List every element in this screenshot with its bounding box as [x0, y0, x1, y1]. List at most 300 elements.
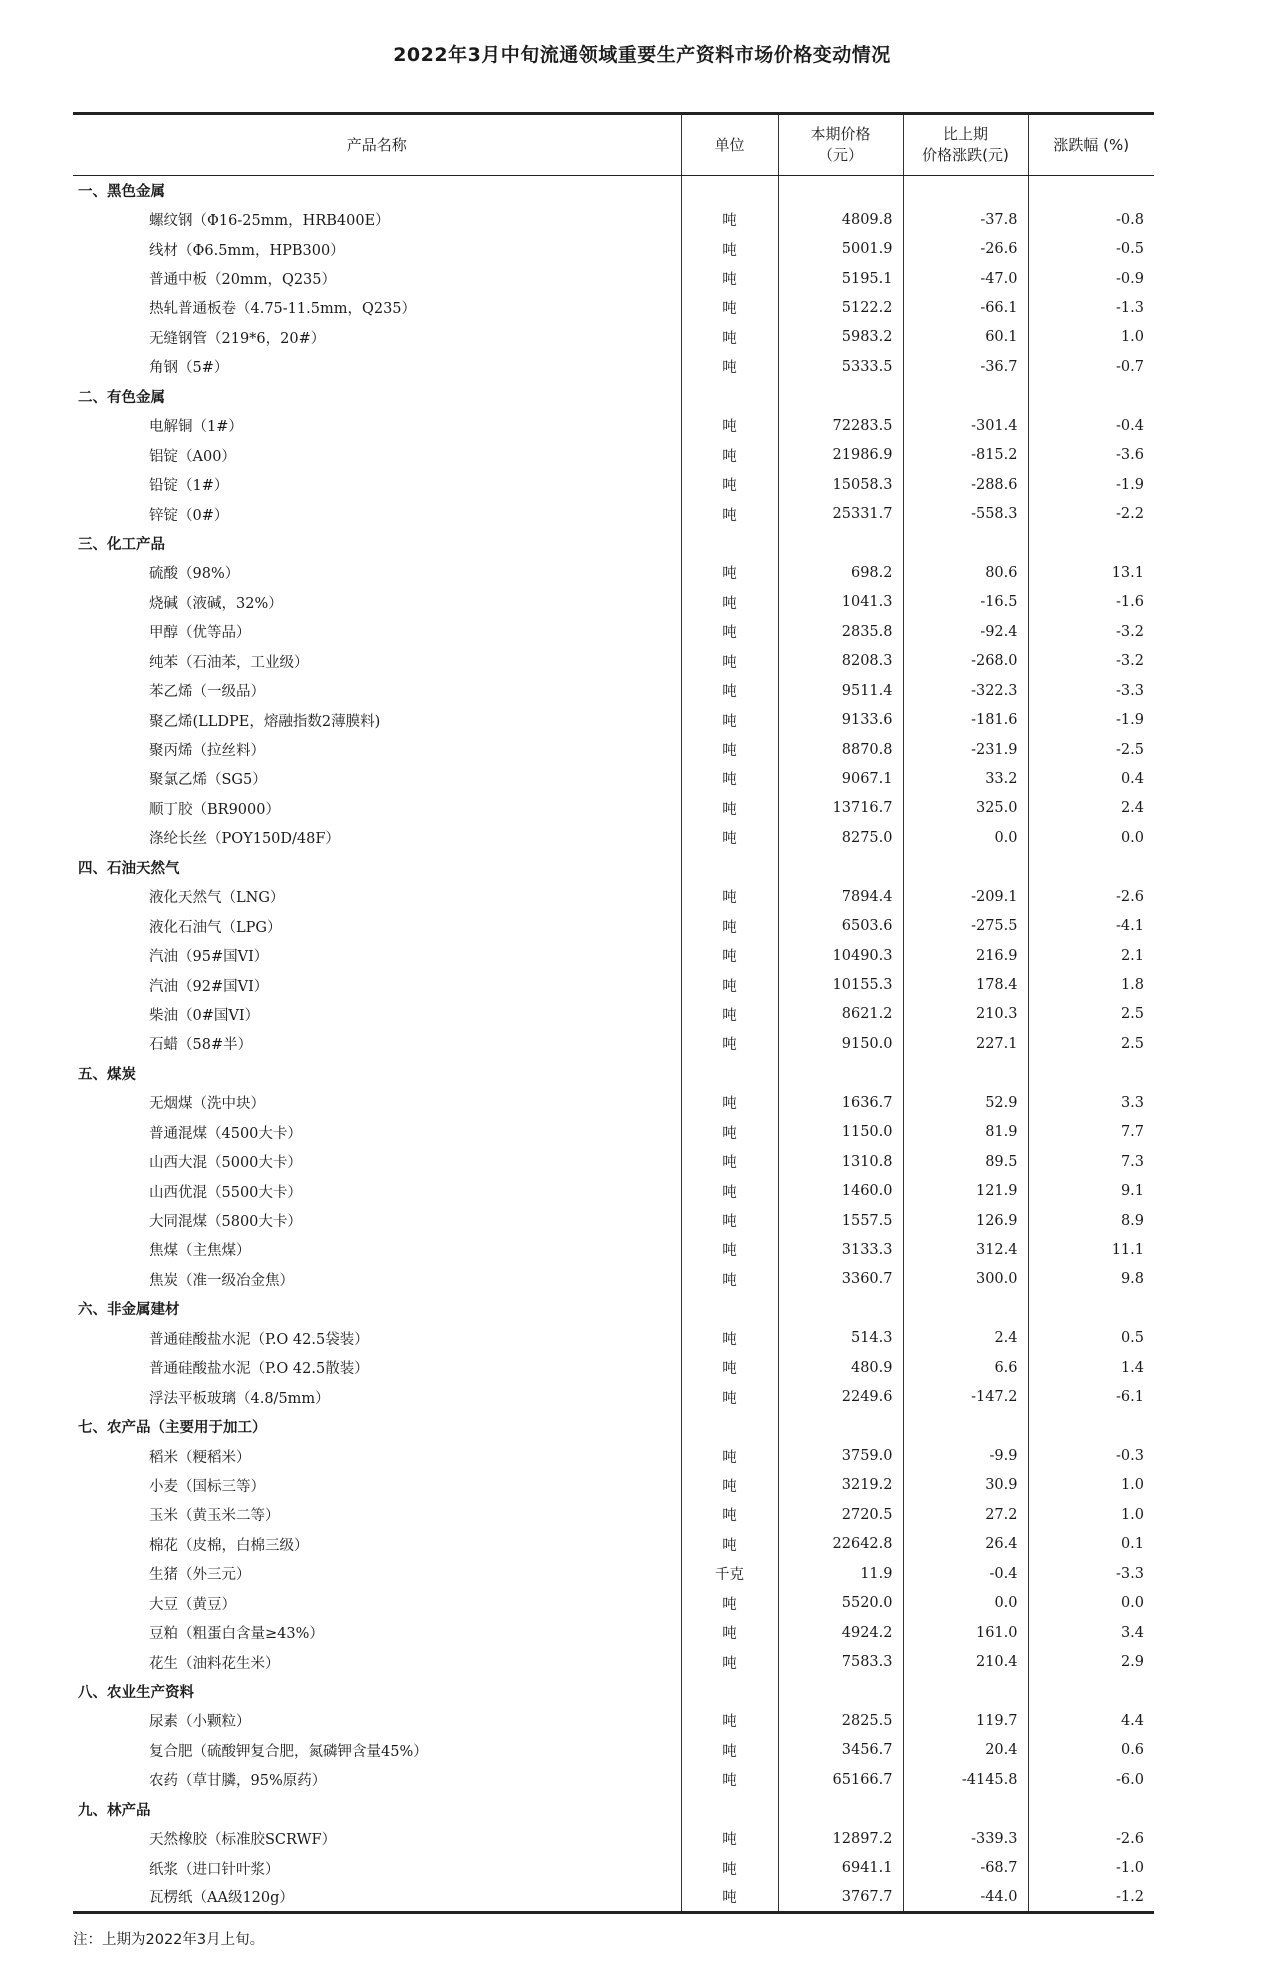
- table-row: [73, 647, 1154, 676]
- unit-cell: 吨: [681, 1618, 778, 1647]
- change-percent-cell: 7.3: [1028, 1147, 1154, 1176]
- price-change-cell: 60.1: [903, 323, 1028, 352]
- unit-cell: 吨: [681, 1382, 778, 1411]
- product-name-cell: 二、有色金属: [78, 389, 165, 406]
- current-price-cell: [778, 382, 903, 411]
- header-price-change-line1: 比上期: [942, 125, 988, 143]
- unit-cell: 吨: [681, 1088, 778, 1117]
- current-price-cell: [778, 1059, 903, 1088]
- price-change-cell: 216.9: [903, 941, 1028, 970]
- table-row: [73, 970, 1154, 999]
- change-percent-cell: -1.3: [1028, 293, 1154, 322]
- table-row: [73, 1530, 1154, 1559]
- current-price-cell: 11.9: [778, 1559, 903, 1588]
- current-price-cell: [778, 1412, 903, 1441]
- product-name-cell: 普通硅酸盐水泥（P.O 42.5散装）: [149, 1361, 369, 1378]
- table-row: [73, 1647, 1154, 1676]
- current-price-cell: 25331.7: [778, 499, 903, 528]
- unit-cell: 吨: [681, 911, 778, 940]
- current-price-cell: 1636.7: [778, 1088, 903, 1117]
- unit-cell: 吨: [681, 735, 778, 764]
- change-percent-cell: -6.0: [1028, 1765, 1154, 1794]
- current-price-cell: 7894.4: [778, 882, 903, 911]
- table-row: [73, 764, 1154, 793]
- page-title: 2022年3月中旬流通领域重要生产资料市场价格变动情况: [393, 44, 891, 66]
- current-price-cell: 5001.9: [778, 234, 903, 263]
- price-change-cell: [903, 382, 1028, 411]
- current-price-cell: 3767.7: [778, 1883, 903, 1912]
- unit-cell: 吨: [681, 647, 778, 676]
- product-name-cell: 尿素（小颗粒）: [149, 1714, 251, 1731]
- table-row: [73, 1147, 1154, 1176]
- unit-cell: [681, 1795, 778, 1824]
- current-price-cell: [778, 853, 903, 882]
- unit-cell: 吨: [681, 1765, 778, 1794]
- change-percent-cell: -3.2: [1028, 647, 1154, 676]
- unit-cell: 吨: [681, 970, 778, 999]
- product-name-cell: 锌锭（0#）: [149, 507, 229, 524]
- change-percent-cell: 0.1: [1028, 1530, 1154, 1559]
- current-price-cell: [778, 1677, 903, 1706]
- unit-cell: 吨: [681, 499, 778, 528]
- unit-cell: [681, 1677, 778, 1706]
- current-price-cell: 8870.8: [778, 735, 903, 764]
- price-change-cell: 119.7: [903, 1706, 1028, 1735]
- change-percent-cell: 0.6: [1028, 1736, 1154, 1765]
- table-row: [73, 882, 1154, 911]
- product-name-cell: 铅锭（1#）: [149, 478, 229, 495]
- current-price-cell: [778, 1795, 903, 1824]
- change-percent-cell: 1.8: [1028, 970, 1154, 999]
- price-change-cell: -815.2: [903, 440, 1028, 469]
- price-change-cell: -231.9: [903, 735, 1028, 764]
- price-change-cell: -0.4: [903, 1559, 1028, 1588]
- table-row: [73, 411, 1154, 440]
- change-percent-cell: 2.5: [1028, 1029, 1154, 1058]
- table-row: [73, 1176, 1154, 1205]
- header-current-price: [778, 114, 903, 176]
- current-price-cell: 1150.0: [778, 1118, 903, 1147]
- unit-cell: 吨: [681, 1883, 778, 1912]
- product-name-cell: 角钢（5#）: [149, 360, 229, 377]
- price-change-cell: 312.4: [903, 1235, 1028, 1264]
- table-row: [73, 1088, 1154, 1117]
- header-change-percent: 涨跌幅 (%): [1028, 114, 1154, 176]
- category-row: [73, 1059, 1154, 1088]
- current-price-cell: 9511.4: [778, 676, 903, 705]
- product-name-cell: 柴油（0#国VI）: [149, 1007, 260, 1024]
- product-name-cell: 普通中板（20mm，Q235）: [149, 272, 337, 289]
- price-change-cell: 30.9: [903, 1471, 1028, 1500]
- table-row: [73, 588, 1154, 617]
- change-percent-cell: 2.5: [1028, 1000, 1154, 1029]
- change-percent-cell: [1028, 1795, 1154, 1824]
- table-row: [73, 1883, 1154, 1912]
- table-row: [73, 1353, 1154, 1382]
- price-change-cell: -322.3: [903, 676, 1028, 705]
- unit-cell: 吨: [681, 1736, 778, 1765]
- price-change-cell: [903, 1795, 1028, 1824]
- unit-cell: [681, 853, 778, 882]
- unit-cell: 吨: [681, 617, 778, 646]
- current-price-cell: 4809.8: [778, 205, 903, 234]
- unit-cell: 吨: [681, 1530, 778, 1559]
- current-price-cell: 12897.2: [778, 1824, 903, 1853]
- product-name-cell: 玉米（黄玉米二等）: [149, 1508, 280, 1525]
- price-change-cell: -26.6: [903, 234, 1028, 263]
- current-price-cell: 5520.0: [778, 1589, 903, 1618]
- unit-cell: 吨: [681, 1118, 778, 1147]
- unit-cell: 吨: [681, 1471, 778, 1500]
- unit-cell: [681, 176, 778, 205]
- product-name-cell: 液化天然气（LNG）: [149, 890, 285, 907]
- unit-cell: 千克: [681, 1559, 778, 1588]
- change-percent-cell: 0.5: [1028, 1324, 1154, 1353]
- price-change-cell: -339.3: [903, 1824, 1028, 1853]
- product-name-cell: 天然橡胶（标准胶SCRWF）: [149, 1832, 337, 1849]
- current-price-cell: 2720.5: [778, 1500, 903, 1529]
- change-percent-cell: -1.2: [1028, 1883, 1154, 1912]
- current-price-cell: 2825.5: [778, 1706, 903, 1735]
- header-price-change-line2: 价格涨跌(元): [922, 146, 1009, 164]
- change-percent-cell: -3.6: [1028, 440, 1154, 469]
- change-percent-cell: -1.0: [1028, 1853, 1154, 1882]
- product-name-cell: 汽油（95#国VI）: [149, 949, 269, 966]
- unit-cell: [681, 1294, 778, 1323]
- table-row: [73, 499, 1154, 528]
- unit-cell: 吨: [681, 705, 778, 734]
- table-row: [73, 1382, 1154, 1411]
- change-percent-cell: 1.0: [1028, 1500, 1154, 1529]
- price-change-cell: [903, 1412, 1028, 1441]
- change-percent-cell: [1028, 853, 1154, 882]
- change-percent-cell: 4.4: [1028, 1706, 1154, 1735]
- unit-cell: 吨: [681, 205, 778, 234]
- product-name-cell: 纯苯（石油苯，工业级）: [149, 654, 309, 671]
- change-percent-cell: -6.1: [1028, 1382, 1154, 1411]
- product-name-cell: 硫酸（98%）: [149, 566, 240, 583]
- change-percent-cell: -3.3: [1028, 676, 1154, 705]
- current-price-cell: 8208.3: [778, 647, 903, 676]
- price-change-cell: 81.9: [903, 1118, 1028, 1147]
- unit-cell: 吨: [681, 1853, 778, 1882]
- change-percent-cell: -0.8: [1028, 205, 1154, 234]
- product-name-cell: 烧碱（液碱，32%）: [149, 595, 283, 612]
- product-name-cell: 大同混煤（5800大卡）: [149, 1214, 302, 1231]
- price-change-cell: -181.6: [903, 705, 1028, 734]
- table-row: [73, 1000, 1154, 1029]
- change-percent-cell: -2.6: [1028, 1824, 1154, 1853]
- table-row: [73, 617, 1154, 646]
- table-row: [73, 1706, 1154, 1735]
- price-change-cell: -209.1: [903, 882, 1028, 911]
- price-change-cell: 26.4: [903, 1530, 1028, 1559]
- change-percent-cell: -0.9: [1028, 264, 1154, 293]
- product-name-cell: 瓦楞纸（AA级120g）: [73, 1883, 681, 1912]
- product-name-cell: 棉花（皮棉，白棉三级）: [149, 1537, 309, 1554]
- price-change-cell: [903, 853, 1028, 882]
- header-product-name: 产品名称: [73, 114, 681, 176]
- category-row: [73, 1294, 1154, 1323]
- header-current-price-line1: 本期价格: [810, 125, 871, 143]
- current-price-cell: 6503.6: [778, 911, 903, 940]
- unit-cell: 吨: [681, 1647, 778, 1676]
- unit-cell: 吨: [681, 882, 778, 911]
- table-header: [73, 114, 1154, 176]
- current-price-cell: 8275.0: [778, 823, 903, 852]
- current-price-cell: 2249.6: [778, 1382, 903, 1411]
- product-name-cell: 普通混煤（4500大卡）: [149, 1125, 302, 1142]
- current-price-cell: 698.2: [778, 558, 903, 587]
- price-change-cell: -44.0: [903, 1883, 1028, 1912]
- product-name-cell: 五、煤炭: [78, 1066, 136, 1083]
- current-price-cell: 8621.2: [778, 1000, 903, 1029]
- current-price-cell: 5983.2: [778, 323, 903, 352]
- product-name-cell: 焦炭（准一级冶金焦）: [149, 1272, 294, 1289]
- price-change-cell: -147.2: [903, 1382, 1028, 1411]
- current-price-cell: 7583.3: [778, 1647, 903, 1676]
- unit-cell: 吨: [681, 794, 778, 823]
- price-change-cell: -47.0: [903, 264, 1028, 293]
- table-row: [73, 352, 1154, 381]
- price-change-cell: 80.6: [903, 558, 1028, 587]
- product-name-cell: 浮法平板玻璃（4.8/5mm）: [149, 1390, 330, 1407]
- current-price-cell: 5333.5: [778, 352, 903, 381]
- change-percent-cell: [1028, 1294, 1154, 1323]
- unit-cell: 吨: [681, 1029, 778, 1058]
- table-row: [73, 1618, 1154, 1647]
- price-change-cell: 178.4: [903, 970, 1028, 999]
- product-name-cell: 汽油（92#国VI）: [149, 978, 269, 995]
- product-name-cell: 豆粕（粗蛋白含量≥43%）: [149, 1626, 324, 1643]
- price-change-cell: -268.0: [903, 647, 1028, 676]
- current-price-cell: 480.9: [778, 1353, 903, 1382]
- unit-cell: [681, 529, 778, 558]
- change-percent-cell: -0.3: [1028, 1441, 1154, 1470]
- unit-cell: 吨: [681, 588, 778, 617]
- current-price-cell: 21986.9: [778, 440, 903, 469]
- category-row: [73, 529, 1154, 558]
- unit-cell: 吨: [681, 323, 778, 352]
- price-change-cell: [903, 1677, 1028, 1706]
- product-name-cell: 石蜡（58#半）: [149, 1037, 253, 1054]
- change-percent-cell: [1028, 382, 1154, 411]
- table-row: [73, 234, 1154, 263]
- change-percent-cell: [1028, 529, 1154, 558]
- current-price-cell: 10490.3: [778, 941, 903, 970]
- price-change-cell: [903, 1059, 1028, 1088]
- change-percent-cell: 1.0: [1028, 1471, 1154, 1500]
- change-percent-cell: [1028, 176, 1154, 205]
- current-price-cell: 15058.3: [778, 470, 903, 499]
- product-name-cell: 七、农产品（主要用于加工）: [78, 1420, 267, 1437]
- unit-cell: 吨: [681, 676, 778, 705]
- change-percent-cell: 1.0: [1028, 323, 1154, 352]
- price-change-cell: 33.2: [903, 764, 1028, 793]
- current-price-cell: 6941.1: [778, 1853, 903, 1882]
- category-row: [73, 176, 1154, 205]
- product-name-cell: 稻米（粳稻米）: [149, 1449, 251, 1466]
- table-row: [73, 470, 1154, 499]
- unit-cell: 吨: [681, 558, 778, 587]
- change-percent-cell: -1.6: [1028, 588, 1154, 617]
- change-percent-cell: 2.4: [1028, 794, 1154, 823]
- product-name-cell: 大豆（黄豆）: [149, 1596, 236, 1613]
- current-price-cell: 2835.8: [778, 617, 903, 646]
- table-row: [73, 941, 1154, 970]
- unit-cell: 吨: [681, 1353, 778, 1382]
- table-row: [73, 735, 1154, 764]
- unit-cell: 吨: [681, 293, 778, 322]
- table-row: [73, 1235, 1154, 1264]
- price-change-cell: 325.0: [903, 794, 1028, 823]
- product-name-cell: 四、石油天然气: [78, 860, 180, 877]
- price-change-cell: -4145.8: [903, 1765, 1028, 1794]
- current-price-cell: 22642.8: [778, 1530, 903, 1559]
- price-change-cell: 161.0: [903, 1618, 1028, 1647]
- table-body: [73, 176, 1154, 1913]
- price-change-cell: -558.3: [903, 499, 1028, 528]
- price-change-cell: 121.9: [903, 1176, 1028, 1205]
- price-change-cell: [903, 1294, 1028, 1323]
- header-price-change: [903, 114, 1028, 176]
- product-name-cell: 液化石油气（LPG）: [149, 919, 282, 936]
- table-row: [73, 1765, 1154, 1794]
- current-price-cell: 13716.7: [778, 794, 903, 823]
- table-row: [73, 205, 1154, 234]
- price-change-cell: -36.7: [903, 352, 1028, 381]
- change-percent-cell: 2.9: [1028, 1647, 1154, 1676]
- price-change-cell: 210.3: [903, 1000, 1028, 1029]
- change-percent-cell: [1028, 1059, 1154, 1088]
- table-row: [73, 705, 1154, 734]
- header-current-price-line2: （元）: [817, 146, 863, 164]
- current-price-cell: 9150.0: [778, 1029, 903, 1058]
- price-change-cell: -275.5: [903, 911, 1028, 940]
- category-row: [73, 1677, 1154, 1706]
- product-name-cell: 聚丙烯（拉丝料）: [149, 743, 265, 760]
- price-change-cell: -66.1: [903, 293, 1028, 322]
- unit-cell: 吨: [681, 1206, 778, 1235]
- product-name-cell: 纸浆（进口针叶浆）: [149, 1861, 280, 1878]
- price-change-cell: -68.7: [903, 1853, 1028, 1882]
- current-price-cell: 1460.0: [778, 1176, 903, 1205]
- header-unit: 单位: [681, 114, 778, 176]
- product-name-cell: 无缝钢管（219*6，20#）: [149, 330, 326, 347]
- current-price-cell: 5195.1: [778, 264, 903, 293]
- product-name-cell: 线材（Φ6.5mm，HPB300）: [149, 242, 345, 259]
- product-name-cell: 生猪（外三元）: [149, 1567, 251, 1584]
- current-price-cell: 1310.8: [778, 1147, 903, 1176]
- unit-cell: 吨: [681, 234, 778, 263]
- change-percent-cell: 9.8: [1028, 1265, 1154, 1294]
- price-change-cell: 227.1: [903, 1029, 1028, 1058]
- product-name-cell: 铝锭（A00）: [149, 448, 236, 465]
- product-name-cell: 螺纹钢（Φ16-25mm，HRB400E）: [149, 213, 390, 230]
- table-row: [73, 1471, 1154, 1500]
- unit-cell: 吨: [681, 470, 778, 499]
- product-name-cell: 六、非金属建材: [78, 1302, 180, 1319]
- change-percent-cell: 3.3: [1028, 1088, 1154, 1117]
- unit-cell: 吨: [681, 1176, 778, 1205]
- price-change-cell: 0.0: [903, 1589, 1028, 1618]
- product-name-cell: 八、农业生产资料: [78, 1685, 194, 1702]
- product-name-cell: 无烟煤（洗中块）: [149, 1096, 265, 1113]
- change-percent-cell: -0.5: [1028, 234, 1154, 263]
- unit-cell: 吨: [681, 941, 778, 970]
- table-row: [73, 1736, 1154, 1765]
- table-row: [73, 1559, 1154, 1588]
- change-percent-cell: -4.1: [1028, 911, 1154, 940]
- change-percent-cell: 9.1: [1028, 1176, 1154, 1205]
- product-name-cell: 顺丁胶（BR9000）: [149, 801, 280, 818]
- product-name-cell: 涤纶长丝（POY150D/48F）: [149, 831, 340, 848]
- price-change-cell: -92.4: [903, 617, 1028, 646]
- category-row: [73, 1412, 1154, 1441]
- change-percent-cell: -1.9: [1028, 705, 1154, 734]
- change-percent-cell: -0.7: [1028, 352, 1154, 381]
- unit-cell: [681, 382, 778, 411]
- current-price-cell: 9133.6: [778, 705, 903, 734]
- change-percent-cell: 0.4: [1028, 764, 1154, 793]
- unit-cell: 吨: [681, 352, 778, 381]
- price-change-cell: 126.9: [903, 1206, 1028, 1235]
- change-percent-cell: 0.0: [1028, 823, 1154, 852]
- price-change-cell: 27.2: [903, 1500, 1028, 1529]
- change-percent-cell: 7.7: [1028, 1118, 1154, 1147]
- product-name-cell: 农药（草甘膦，95%原药）: [149, 1773, 327, 1790]
- unit-cell: 吨: [681, 1324, 778, 1353]
- current-price-cell: 5122.2: [778, 293, 903, 322]
- change-percent-cell: [1028, 1677, 1154, 1706]
- change-percent-cell: -3.2: [1028, 617, 1154, 646]
- price-change-cell: 300.0: [903, 1265, 1028, 1294]
- change-percent-cell: 0.0: [1028, 1589, 1154, 1618]
- table-row: [73, 558, 1154, 587]
- table-row: [73, 1265, 1154, 1294]
- product-name-cell: 甲醇（优等品）: [149, 625, 251, 642]
- current-price-cell: 4924.2: [778, 1618, 903, 1647]
- current-price-cell: 514.3: [778, 1324, 903, 1353]
- unit-cell: 吨: [681, 764, 778, 793]
- category-row: [73, 382, 1154, 411]
- product-name-cell: 聚氯乙烯（SG5）: [149, 772, 267, 789]
- category-row: [73, 1795, 1154, 1824]
- current-price-cell: 9067.1: [778, 764, 903, 793]
- unit-cell: 吨: [681, 1235, 778, 1264]
- product-name-cell: 普通硅酸盐水泥（P.O 42.5袋装）: [149, 1331, 369, 1348]
- current-price-cell: 3219.2: [778, 1471, 903, 1500]
- product-name-cell: 小麦（国标三等）: [149, 1478, 265, 1495]
- table-row: [73, 823, 1154, 852]
- price-change-cell: -288.6: [903, 470, 1028, 499]
- unit-cell: 吨: [681, 1441, 778, 1470]
- table-row: [73, 1441, 1154, 1470]
- table-row: [73, 264, 1154, 293]
- price-change-cell: 20.4: [903, 1736, 1028, 1765]
- table-row: [73, 794, 1154, 823]
- unit-cell: 吨: [681, 1265, 778, 1294]
- change-percent-cell: 11.1: [1028, 1235, 1154, 1264]
- current-price-cell: 1041.3: [778, 588, 903, 617]
- table-row: [73, 1824, 1154, 1853]
- table-row: [73, 323, 1154, 352]
- table-row: [73, 293, 1154, 322]
- product-name-cell: 一、黑色金属: [78, 183, 165, 200]
- price-change-cell: [903, 529, 1028, 558]
- change-percent-cell: 2.1: [1028, 941, 1154, 970]
- unit-cell: 吨: [681, 1000, 778, 1029]
